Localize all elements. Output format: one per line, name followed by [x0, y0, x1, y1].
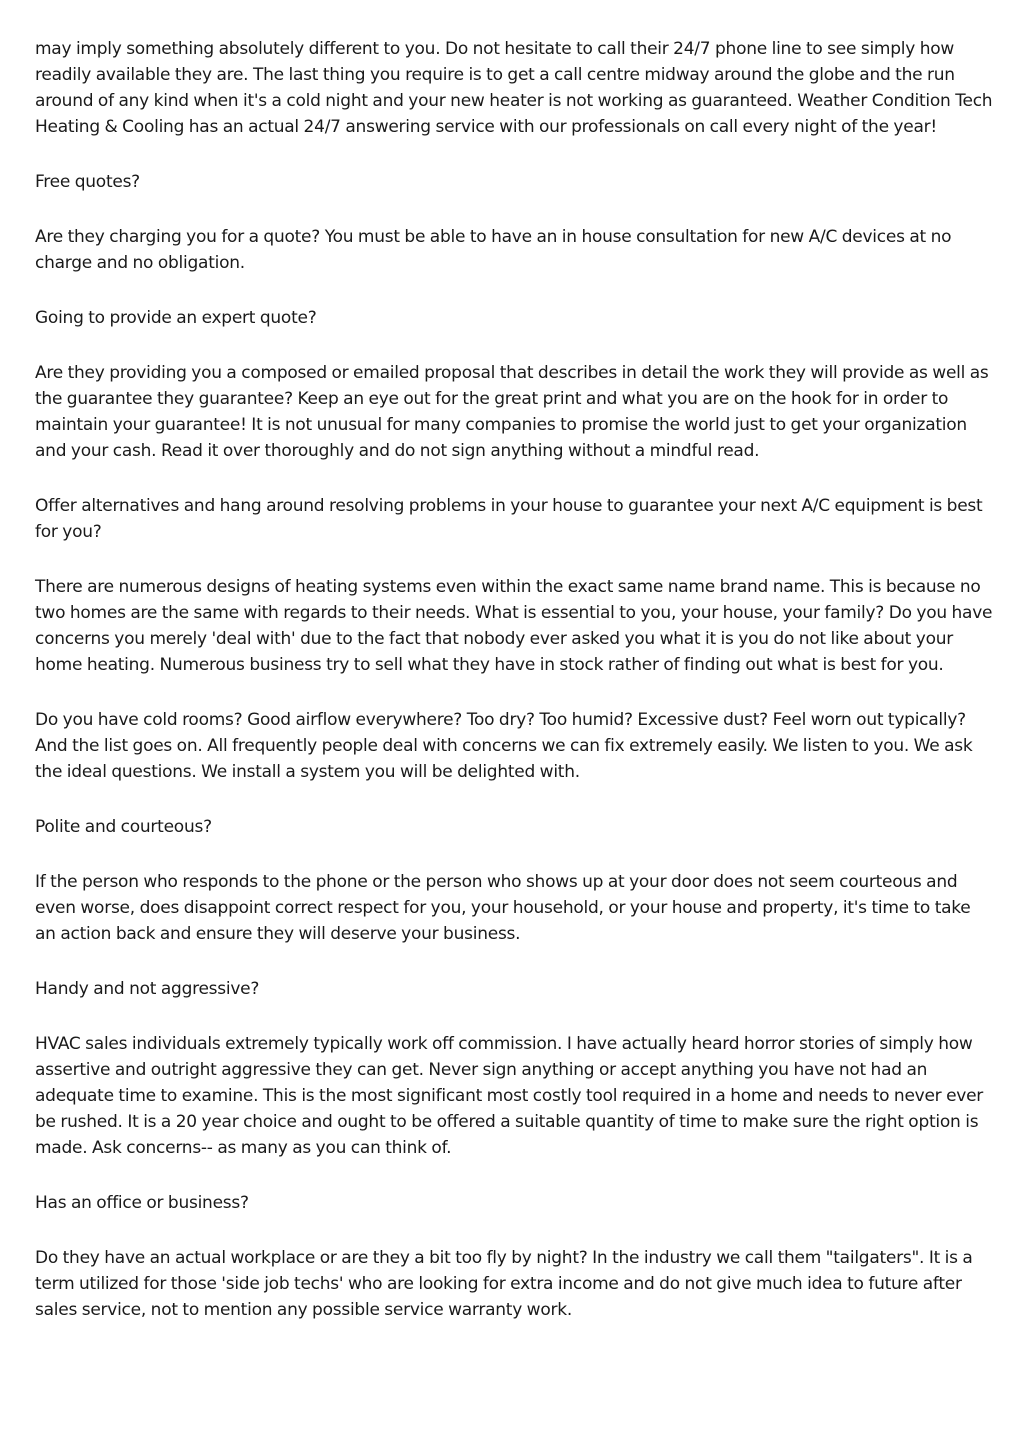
paragraph-availability: may imply something absolutely different to you. Do not hesitate to call their 24/7 phone line to see simply how readily available they are. The last thing you require is to get a call centre midway around the globe and the run around of any kind when it's a cold night and your new heater is not working as guaranteed. Weather Condition Tech Heating & Cooling has an actual 24/7 answering service with our professionals on call every night of the year!: [35, 39, 993, 137]
paragraph-system-designs: There are numerous designs of heating systems even within the exact same name brand name. This is because no two homes are the same with regards to their needs. What is essential to you, your house, your family? Do you have concerns you merely 'deal with' due to the fact that nobody ever asked you what it is you do not like about your home heating. Numerous business try to sell what they have in stock rather of finding out what is best for you.: [35, 577, 993, 675]
paragraph-written-proposal: Are they providing you a composed or emailed proposal that describes in detail the work they will provide as well as the guarantee they guarantee? Keep an eye out for the great print and what you are on the hook for in order to maintain your guarantee! It is not unusual for many companies to promise the world just to get your organization and your cash. Read it over thoroughly and do not sign anything without a mindful read.: [35, 363, 989, 461]
heading-office: Has an office or business?: [35, 1193, 249, 1213]
heading-free-quotes: Free quotes?: [35, 172, 140, 192]
paragraph-tailgaters: Do they have an actual workplace or are they a bit too fly by night? In the industry we call them "tailgaters". It is a term utilized for those 'side job techs' who are looking for extra income and do not give much idea to future after sales service, not to mention any possible service warranty work.: [35, 1248, 973, 1320]
heading-polite: Polite and courteous?: [35, 817, 212, 837]
paragraph-quote-charge: Are they charging you for a quote? You must be able to have an in house consultation for new A/C devices at no charge and no obligation.: [35, 227, 952, 273]
paragraph-respect: If the person who responds to the phone or the person who shows up at your door does not seem courteous and even worse, does disappoint correct respect for you, your household, or your house and property, it's time to take an action back and ensure they will deserve your business.: [35, 872, 971, 944]
heading-expert-quote: Going to provide an expert quote?: [35, 308, 317, 328]
paragraph-home-concerns: Do you have cold rooms? Good airflow everywhere? Too dry? Too humid? Excessive dust? Feel worn out typically? And the list goes on. All frequently people deal with concerns we can fix extremely easily. We listen to you. We ask the ideal questions. We install a system you will be delighted with.: [35, 710, 973, 782]
heading-offer-alternatives: Offer alternatives and hang around resolving problems in your house to guarantee your next A/C equipment is best for you?: [35, 496, 983, 542]
heading-not-aggressive: Handy and not aggressive?: [35, 979, 260, 999]
document-body: [35, 36, 993, 1352]
paragraph-sales-commission: HVAC sales individuals extremely typically work off commission. I have actually heard horror stories of simply how assertive and outright aggressive they can get. Never sign anything or accept anything you have not had an adequate time to examine. This is the most significant most costly tool required in a home and needs to never ever be rushed. It is a 20 year choice and ought to be offered a suitable quantity of time to make sure the right option is made. Ask concerns-- as many as you can think of.: [35, 1034, 984, 1158]
